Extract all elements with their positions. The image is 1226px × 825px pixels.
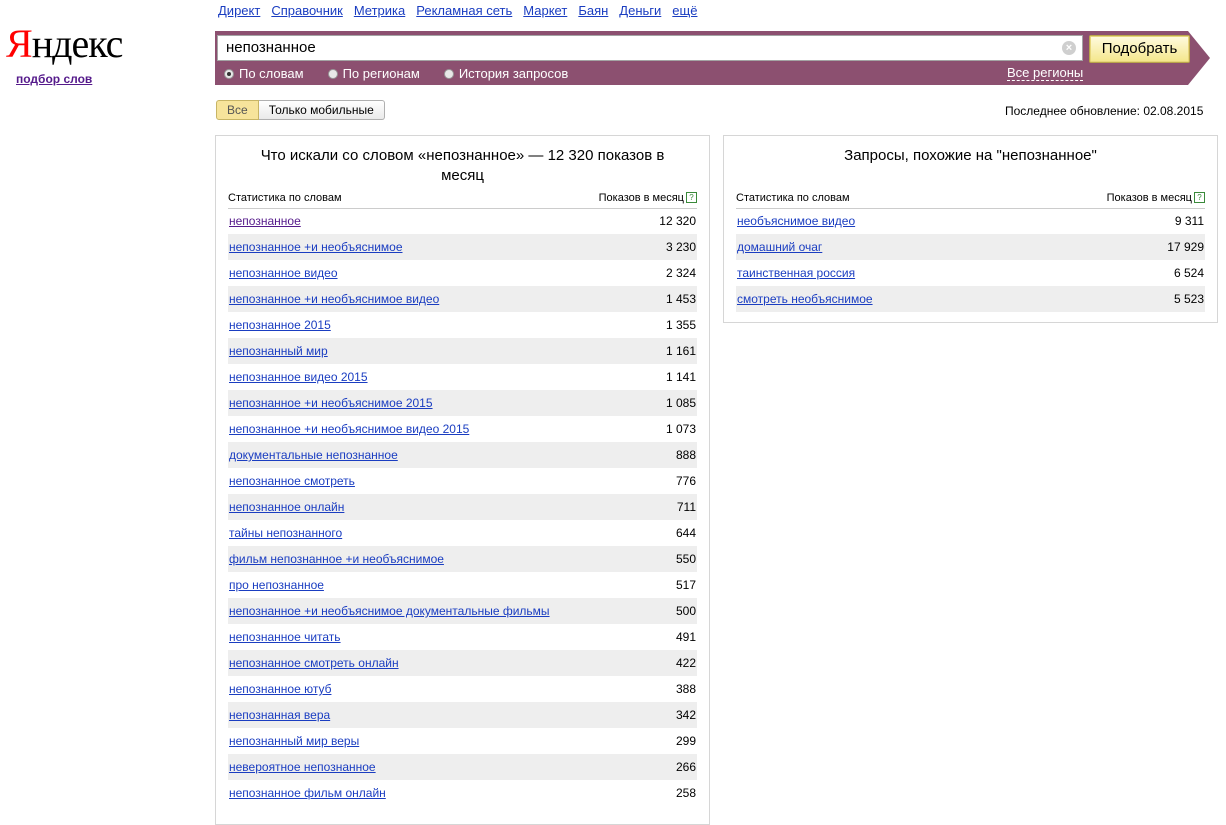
- table-row: [228, 572, 697, 598]
- query-link[interactable]: непознанное фильм онлайн: [229, 786, 386, 800]
- table-row: [736, 234, 1205, 260]
- radio-dot-icon: [224, 69, 234, 79]
- table-row: [228, 598, 697, 624]
- impressions-count: 388: [675, 682, 696, 696]
- impressions-count: 5 523: [1173, 292, 1204, 306]
- query-link[interactable]: непознанный мир веры: [229, 734, 360, 748]
- table-row: [228, 754, 697, 780]
- query-link[interactable]: непознанное +и необъяснимое видео 2015: [229, 422, 470, 436]
- column-header-impressions: Показов в месяц ?: [1107, 188, 1205, 208]
- table-row: [228, 260, 697, 286]
- impressions-count: 3 230: [665, 240, 696, 254]
- query-link[interactable]: непознанное +и необъяснимое 2015: [229, 396, 433, 410]
- query-link[interactable]: фильм непознанное +и необъяснимое: [229, 552, 444, 566]
- query-link[interactable]: непознанный мир: [229, 344, 328, 358]
- tab-all[interactable]: Все: [216, 100, 259, 120]
- similar-queries-list: [736, 208, 1205, 312]
- table-row: [228, 728, 697, 754]
- panel-title: Что искали со словом «непознанное» — 12 320 показов в месяц: [260, 147, 665, 184]
- impressions-count: 711: [676, 500, 696, 514]
- search-band-arrow: [1188, 31, 1210, 85]
- query-link[interactable]: невероятное непознанное: [229, 760, 376, 774]
- query-link[interactable]: тайны непознанного: [229, 526, 343, 540]
- word-stats-list: [228, 208, 697, 806]
- table-row: [228, 546, 697, 572]
- column-header-words: Статистика по словам: [736, 192, 850, 204]
- query-link[interactable]: непознанное онлайн: [229, 500, 345, 514]
- tab-mobile-only[interactable]: Только мобильные: [259, 100, 385, 120]
- radio-by-words[interactable]: По словам: [224, 66, 304, 81]
- table-row: [228, 208, 697, 234]
- wordstat-subtitle-link[interactable]: подбор слов: [16, 72, 93, 86]
- radio-dot-icon: [444, 69, 454, 79]
- impressions-count: 517: [675, 578, 696, 592]
- impressions-count: 888: [675, 448, 696, 462]
- query-link[interactable]: непознанное смотреть онлайн: [229, 656, 399, 670]
- search-input[interactable]: непознанное: [217, 35, 1083, 61]
- radio-dot-icon: [328, 69, 338, 79]
- logo-rest: ндекс: [31, 21, 123, 66]
- table-header: [228, 188, 697, 209]
- query-link[interactable]: документальные непознанное: [229, 448, 398, 462]
- query-link[interactable]: домашний очаг: [737, 240, 823, 254]
- radio-by-regions[interactable]: По регионам: [328, 66, 420, 81]
- clear-icon[interactable]: ×: [1062, 41, 1076, 55]
- table-row: [228, 312, 697, 338]
- service-link-spravochnik[interactable]: Справочник: [271, 3, 343, 18]
- impressions-count: 9 311: [1174, 214, 1204, 228]
- query-link[interactable]: непознанное +и необъяснимое документальные фильмы: [229, 604, 550, 618]
- impressions-count: 1 453: [665, 292, 696, 306]
- query-link[interactable]: непознанная вера: [229, 708, 331, 722]
- impressions-count: 1 073: [665, 422, 696, 436]
- query-link[interactable]: непознанное 2015: [229, 318, 331, 332]
- query-link[interactable]: непознанное смотреть: [229, 474, 355, 488]
- column-header-impressions: Показов в месяц ?: [599, 188, 697, 208]
- service-link-bayan[interactable]: Баян: [578, 3, 609, 18]
- impressions-count: 17 929: [1167, 240, 1204, 254]
- impressions-count: 12 320: [659, 214, 696, 228]
- help-icon[interactable]: ?: [1194, 192, 1205, 203]
- services-nav: [218, 3, 708, 18]
- impressions-count: 491: [675, 630, 696, 644]
- device-tabs: [216, 100, 385, 120]
- logo-first-letter: Я: [6, 21, 32, 66]
- radio-query-history[interactable]: История запросов: [444, 66, 569, 81]
- table-row: [736, 286, 1205, 312]
- table-row: [228, 234, 697, 260]
- table-row: [228, 676, 697, 702]
- query-link[interactable]: необъяснимое видео: [737, 214, 856, 228]
- table-row: [228, 468, 697, 494]
- impressions-count: 422: [675, 656, 696, 670]
- table-row: [736, 208, 1205, 234]
- table-row: [228, 702, 697, 728]
- service-link-more[interactable]: ещё: [672, 3, 698, 18]
- table-row: [228, 780, 697, 806]
- query-link[interactable]: непознанное +и необъяснимое видео: [229, 292, 440, 306]
- query-link[interactable]: таинственная россия: [737, 266, 856, 280]
- table-header: [736, 188, 1205, 209]
- yandex-logo[interactable]: [6, 20, 122, 68]
- table-row: [228, 442, 697, 468]
- query-link[interactable]: про непознанное: [229, 578, 324, 592]
- query-link[interactable]: непознанное видео: [229, 266, 338, 280]
- impressions-count: 1 085: [665, 396, 696, 410]
- impressions-count: 776: [675, 474, 696, 488]
- impressions-count: 1 161: [665, 344, 696, 358]
- table-row: [228, 338, 697, 364]
- table-row: [228, 520, 697, 546]
- query-link[interactable]: смотреть необъяснимое: [737, 292, 873, 306]
- table-row: [228, 650, 697, 676]
- help-icon[interactable]: ?: [686, 192, 697, 203]
- query-link[interactable]: непознанное +и необъяснимое: [229, 240, 403, 254]
- impressions-count: 266: [675, 760, 696, 774]
- query-link[interactable]: непознанное: [229, 214, 301, 228]
- table-row: [228, 494, 697, 520]
- impressions-count: 1 141: [665, 370, 696, 384]
- last-updated: Последнее обновление: 02.08.2015: [1005, 104, 1204, 118]
- table-row: [228, 416, 697, 442]
- service-link-metrika[interactable]: Метрика: [353, 3, 406, 18]
- query-link[interactable]: непознанное ютуб: [229, 682, 332, 696]
- impressions-count: 6 524: [1173, 266, 1204, 280]
- table-row: [736, 260, 1205, 286]
- impressions-count: 299: [675, 734, 696, 748]
- impressions-count: 342: [675, 708, 696, 722]
- query-link[interactable]: непознанное читать: [229, 630, 341, 644]
- impressions-count: 500: [675, 604, 696, 618]
- service-link-direct[interactable]: Директ: [218, 3, 261, 18]
- similar-queries-panel: [723, 135, 1218, 323]
- table-row: [228, 286, 697, 312]
- table-row: [228, 364, 697, 390]
- panel-title: Запросы, похожие на "непознанное": [844, 147, 1097, 164]
- search-button[interactable]: Подобрать: [1089, 35, 1190, 63]
- search-mode-radios: [224, 66, 592, 81]
- impressions-count: 644: [675, 526, 696, 540]
- impressions-count: 2 324: [665, 266, 696, 280]
- regions-selector[interactable]: Все регионы: [1007, 65, 1084, 80]
- query-link[interactable]: непознанное видео 2015: [229, 370, 368, 384]
- service-link-market[interactable]: Маркет: [523, 3, 568, 18]
- table-row: [228, 624, 697, 650]
- service-link-ad-network[interactable]: Рекламная сеть: [416, 3, 513, 18]
- table-row: [228, 390, 697, 416]
- word-stats-panel: [215, 135, 710, 825]
- impressions-count: 1 355: [665, 318, 696, 332]
- service-link-money[interactable]: Деньги: [619, 3, 662, 18]
- impressions-count: 258: [675, 786, 696, 800]
- column-header-words: Статистика по словам: [228, 192, 342, 204]
- impressions-count: 550: [675, 552, 696, 566]
